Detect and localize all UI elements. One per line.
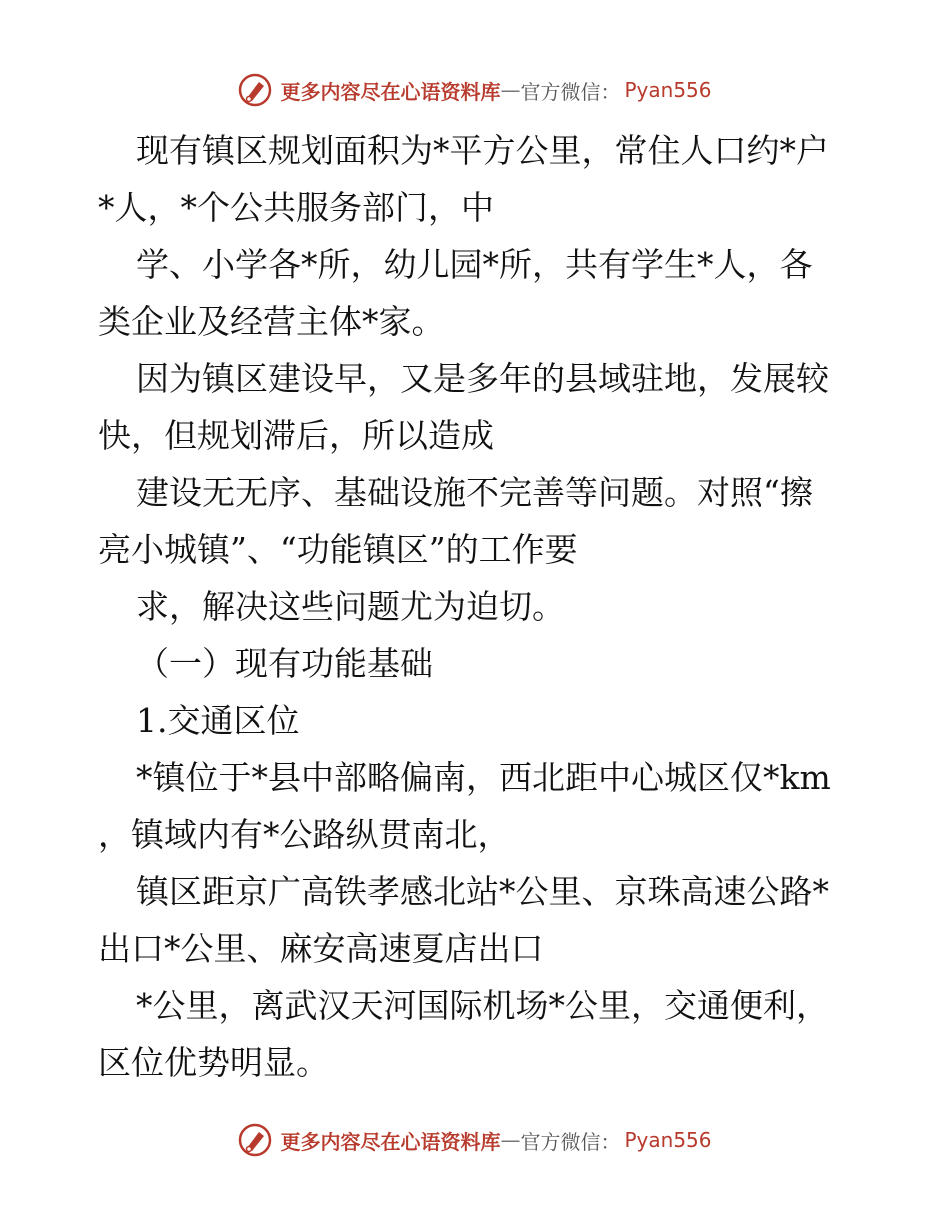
section-heading: （一）现有功能基础 [136, 644, 433, 683]
paragraph-line: 镇区距京广高铁孝感北站*公里、京珠高速公路* [136, 872, 829, 911]
banner-wechat-id: Pyan556 [624, 78, 712, 102]
banner-main-text: 更多内容尽在心语资料库 [280, 79, 501, 104]
paragraph-line: 建设无无序、基础设施不完善等问题。对照“擦 [136, 473, 813, 512]
header-banner [0, 70, 950, 110]
paragraph-line: *公里，离武汉天河国际机场*公里，交通便利， [136, 986, 829, 1025]
paragraph-line: 类企业及经营主体*家。 [98, 302, 445, 341]
paragraph-line: 亮小城镇”、“功能镇区”的工作要 [98, 530, 578, 569]
paragraph-line: 快，但规划滞后，所以造成 [98, 416, 494, 455]
subsection-heading: 1.交通区位 [136, 701, 300, 740]
paragraph-line: *人，*个公共服务部门，中 [98, 188, 494, 227]
paragraph-line: ，镇域内有*公路纵贯南北， [98, 815, 511, 854]
paragraph-line: 现有镇区规划面积为*平方公里，常住人口约*户 [136, 131, 829, 170]
paragraph-line: *镇位于*县中部略偏南，西北距中心城区仅*km [136, 758, 831, 797]
banner-wechat-label: 官方微信： [520, 1129, 621, 1154]
pen-logo-icon [238, 1123, 272, 1157]
banner-separator: — [500, 1128, 521, 1152]
footer-banner [0, 1120, 950, 1160]
banner-text [280, 76, 711, 105]
paragraph-line: 区位优势明显。 [98, 1043, 329, 1082]
pen-logo-icon [238, 73, 272, 107]
paragraph-line: 出口*公里、麻安高速夏店出口 [98, 929, 544, 968]
document-body [98, 122, 858, 1091]
paragraph-line: 求，解决这些问题尤为迫切。 [136, 587, 565, 626]
paragraph-line: 学、小学各*所，幼儿园*所，共有学生*人，各 [136, 245, 813, 284]
banner-text [280, 1126, 711, 1155]
banner-main-text: 更多内容尽在心语资料库 [280, 1129, 501, 1154]
banner-wechat-id: Pyan556 [624, 1128, 712, 1152]
banner-wechat-label: 官方微信： [520, 79, 621, 104]
banner-separator: — [500, 78, 521, 102]
paragraph-line: 因为镇区建设早，又是多年的县域驻地，发展较 [136, 359, 829, 398]
